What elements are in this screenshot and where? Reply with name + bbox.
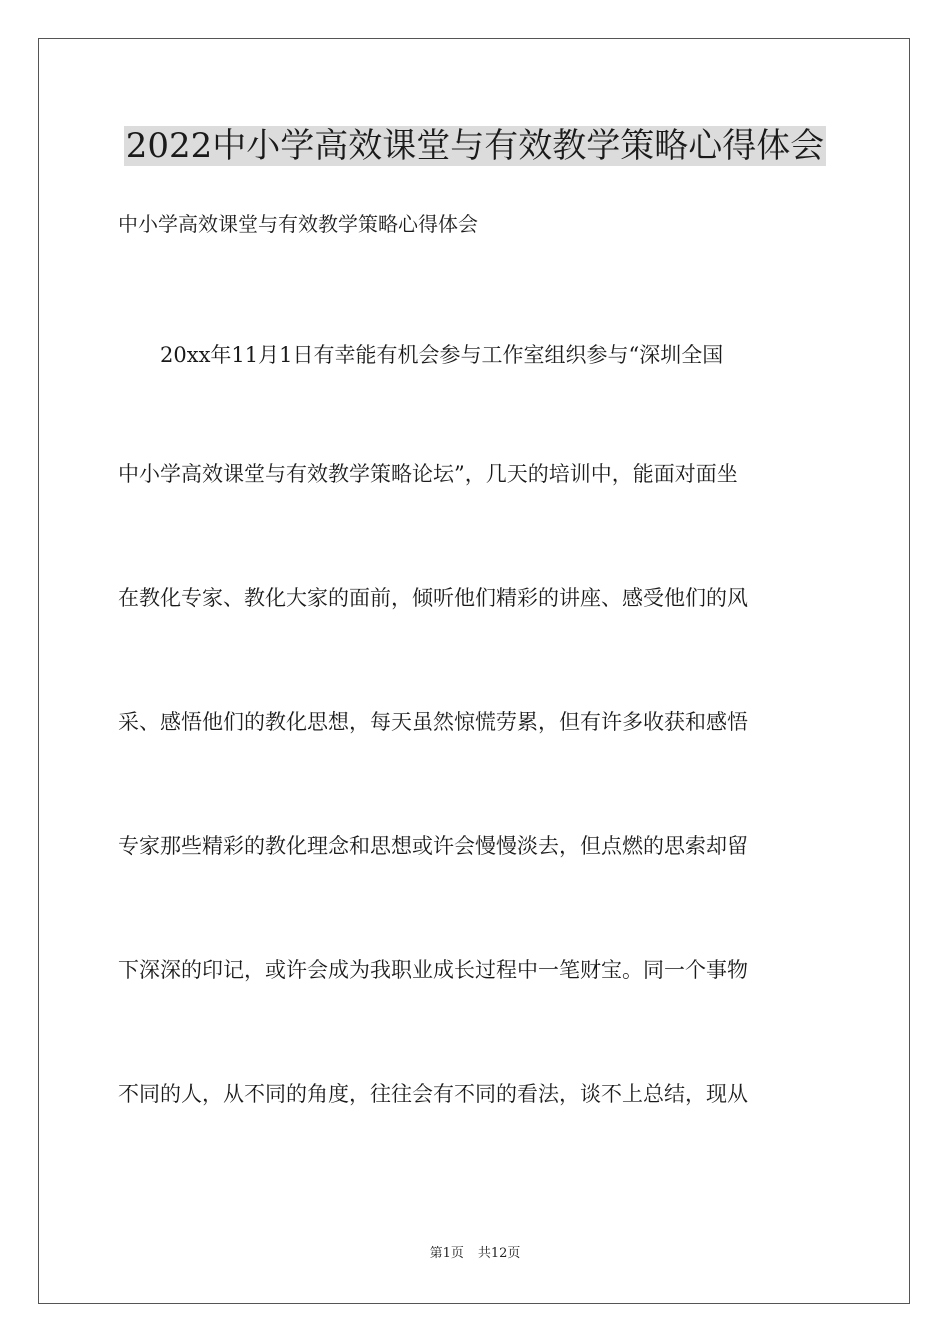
body-line-1: 20xx年11月1日有幸能有机会参与工作室组织参与“深圳全国 [118,343,724,367]
body-line-6: 下深深的印记，或许会成为我职业成长过程中一笔财宝。同一个事物 [118,958,748,982]
body-line-5: 专家那些精彩的教化理念和思想或许会慢慢淡去，但点燃的思索却留 [118,834,748,858]
body-line-7: 不同的人，从不同的角度，往往会有不同的看法，谈不上总结，现从 [118,1082,748,1106]
document-subtitle: 中小学高效课堂与有效教学策略心得体会 [118,212,478,236]
document-title [0,124,950,168]
body-line-3: 在教化专家、教化大家的面前，倾听他们精彩的讲座、感受他们的风 [118,586,748,610]
page-footer [0,1245,950,1263]
body-line-2: 中小学高效课堂与有效教学策略论坛”，几天的培训中，能面对面坐 [118,462,738,486]
page-number: 第1页 [429,1246,464,1261]
body-line-4: 采、感悟他们的教化思想，每天虽然惊慌劳累，但有许多收获和感悟 [118,710,748,734]
page-total: 共12页 [477,1246,521,1261]
document-title-text: 2022中小学高效课堂与有效教学策略心得体会 [125,126,825,166]
